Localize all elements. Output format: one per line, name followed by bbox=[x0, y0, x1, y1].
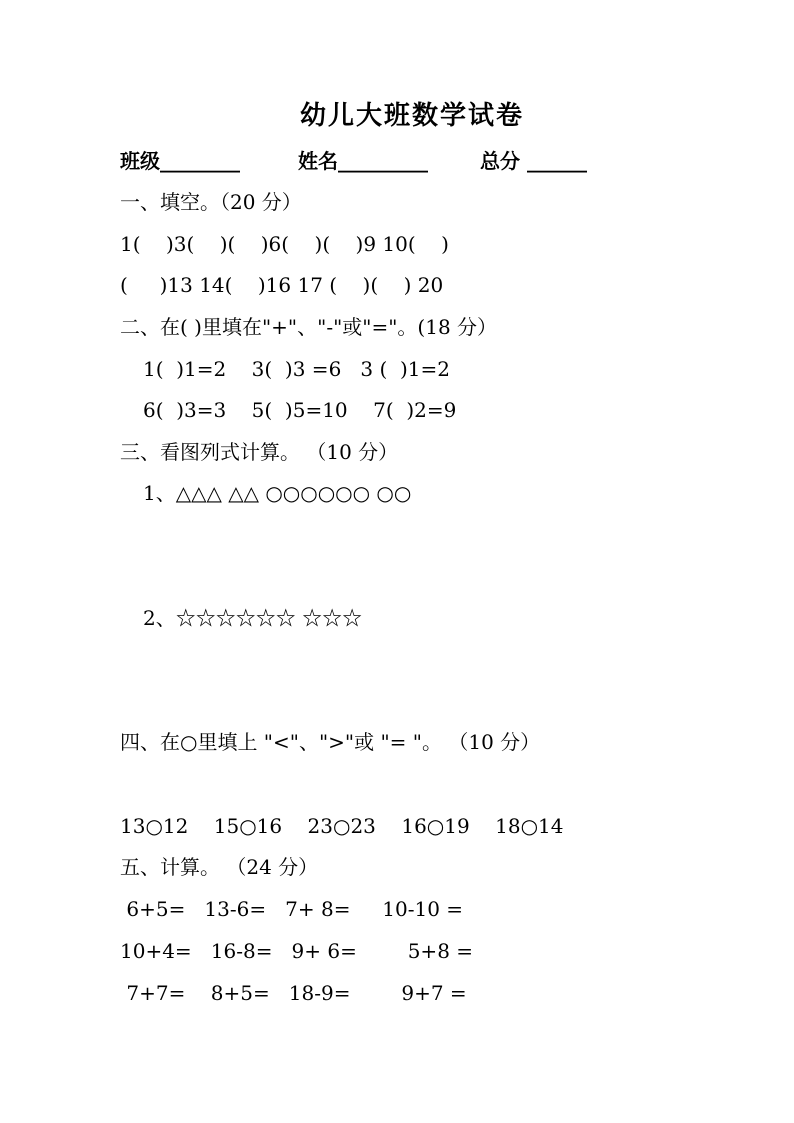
section2-row1: 1( )1=2 3( )3 =6 3 ( )1=2 bbox=[143, 357, 450, 381]
name-field: 姓名_________ bbox=[298, 149, 428, 173]
section2-heading: 二、在( )里填在"+"、"-"或"="。(18 分） bbox=[120, 315, 498, 339]
score-field: 总分 ______ bbox=[480, 149, 587, 173]
section5-row1: 6+5= 13-6= 7+ 8= 10-10 = bbox=[120, 897, 464, 921]
section3-picture1: 1、△△△ △△ ○○○○○○ ○○ bbox=[143, 481, 412, 505]
section1-heading: 一、填空。（20 分） bbox=[120, 190, 302, 214]
section3-heading: 三、看图列式计算。 （10 分） bbox=[120, 440, 399, 464]
section3-picture2: 2、☆☆☆☆☆☆ ☆☆☆ bbox=[143, 606, 363, 630]
class-field: 班级________ bbox=[120, 149, 240, 173]
section2-row2: 6( )3=3 5( )5=10 7( )2=9 bbox=[143, 398, 457, 422]
exam-title: 幼儿大班数学试卷 bbox=[300, 101, 525, 131]
section5-row3: 7+7= 8+5= 18-9= 9+7 = bbox=[120, 981, 467, 1005]
section4-row: 13○12 15○16 23○23 16○19 18○14 bbox=[120, 814, 564, 838]
section1-row1: 1( )3( )( )6( )( )9 10( ) bbox=[120, 232, 449, 256]
section4-heading: 四、在○里填上 "<"、">"或 "= "。 （10 分） bbox=[120, 730, 541, 754]
section5-row2: 10+4= 16-8= 9+ 6= 5+8 = bbox=[120, 939, 474, 963]
section1-row2: ( )13 14( )16 17 ( )( ) 20 bbox=[120, 273, 444, 297]
section5-heading: 五、计算。 （24 分） bbox=[120, 855, 319, 879]
